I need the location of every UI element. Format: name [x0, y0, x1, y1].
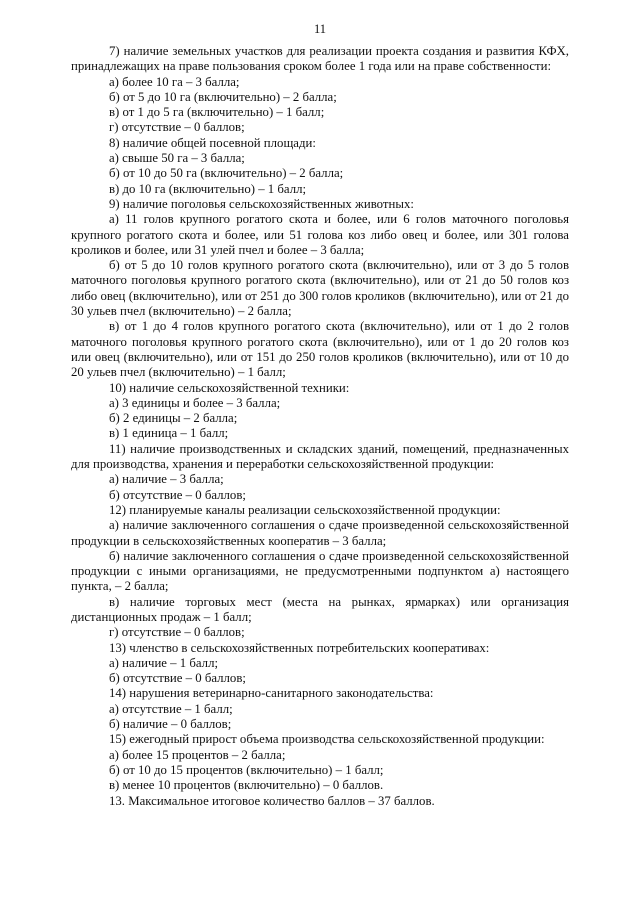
- paragraph: 13) членство в сельскохозяйственных потребительских кооперативах:: [109, 640, 490, 655]
- paragraph: б) наличие заключенного соглашения о сдаче произведенной сельскохозяйственной продукции с иными организациями, не предусмотренными подпунктом а) настоящего пункта, – 2 балла;: [71, 548, 569, 594]
- paragraph: 8) наличие общей посевной площади:: [109, 135, 316, 150]
- paragraph: а) наличие – 1 балл;: [109, 655, 219, 670]
- paragraph: г) отсутствие – 0 баллов;: [109, 625, 245, 640]
- paragraph: б) наличие – 0 баллов;: [109, 717, 232, 732]
- paragraph: б) отсутствие – 0 баллов;: [109, 487, 246, 502]
- paragraph: б) от 10 до 50 га (включительно) – 2 балла;: [109, 166, 344, 181]
- paragraph: 10) наличие сельскохозяйственной техники:: [109, 380, 350, 395]
- paragraph: а) более 10 га – 3 балла;: [109, 74, 240, 89]
- paragraph: 11) наличие производственных и складских зданий, помещений, предназначенных для производства, хранения и переработки сельскохозяйственной продукции:: [71, 441, 569, 472]
- paragraph: в) менее 10 процентов (включительно) – 0 баллов.: [109, 778, 384, 793]
- paragraph: а) свыше 50 га – 3 балла;: [109, 151, 245, 166]
- paragraph: б) от 5 до 10 голов крупного рогатого скота (включительно), или от 3 до 5 голов маточного поголовья крупного рогатого скота (включительно), или от 21 до 50 голов коз либо овец (включительно), или от 251 до 300 голов кроликов (включительно), или от 21 до 30 ульев пчел (включительно) – 2 балла;: [71, 258, 569, 319]
- paragraph: а) более 15 процентов – 2 балла;: [109, 747, 286, 762]
- paragraph: в) наличие торговых мест (места на рынках, ярмарках) или организация дистанционных продаж – 1 балл;: [71, 594, 569, 624]
- paragraph: б) 2 единицы – 2 балла;: [109, 411, 238, 426]
- paragraph: г) отсутствие – 0 баллов;: [109, 120, 245, 135]
- paragraph: б) от 5 до 10 га (включительно) – 2 балла;: [109, 89, 337, 104]
- paragraph: в) 1 единица – 1 балл;: [109, 426, 229, 441]
- paragraph: б) отсутствие – 0 баллов;: [109, 671, 246, 686]
- document-body: [71, 44, 569, 809]
- paragraph: а) отсутствие – 1 балл;: [109, 701, 233, 716]
- paragraph: 7) наличие земельных участков для реализации проекта создания и развития КФХ, принадлежащих на праве пользования сроком более 1 года или на праве собственности:: [71, 44, 569, 74]
- paragraph: в) до 10 га (включительно) – 1 балл;: [109, 181, 307, 196]
- paragraph: в) от 1 до 4 голов крупного рогатого скота (включительно), или от 1 до 2 голов маточного поголовья крупного рогатого скота (включительно), или от 1 до 20 голов коз или овец (включительно), или от 151 до 250 голов кроликов (включительно), или от 10 до 20 ульев пчел (включительно) – 1 балл;: [71, 319, 569, 380]
- paragraph: а) 11 голов крупного рогатого скота и более, или 6 голов маточного поголовья крупного рогатого скота и более, или 51 голова коз либо овец и более, или 301 голова кроликов и более, или 31 улей пчел и более – 3 балла;: [71, 212, 569, 257]
- paragraph: б) от 10 до 15 процентов (включительно) – 1 балл;: [109, 762, 384, 777]
- page-number: 11: [313, 22, 327, 36]
- paragraph: 12) планируемые каналы реализации сельскохозяйственной продукции:: [109, 502, 501, 517]
- paragraph: 9) наличие поголовья сельскохозяйственных животных:: [109, 196, 414, 211]
- paragraph: а) наличие заключенного соглашения о сдаче произведенной сельскохозяйственной продукции в сельскохозяйственных кооператив – 3 балла;: [71, 518, 569, 548]
- paragraph: 14) нарушения ветеринарно-санитарного законодательства:: [109, 686, 434, 701]
- paragraph: в) от 1 до 5 га (включительно) – 1 балл;: [109, 105, 325, 120]
- paragraph: 15) ежегодный прирост объема производства сельскохозяйственной продукции:: [109, 732, 545, 747]
- paragraph: а) наличие – 3 балла;: [109, 472, 224, 487]
- paragraph: 13. Максимальное итоговое количество баллов – 37 баллов.: [109, 793, 435, 808]
- paragraph: а) 3 единицы и более – 3 балла;: [109, 395, 281, 410]
